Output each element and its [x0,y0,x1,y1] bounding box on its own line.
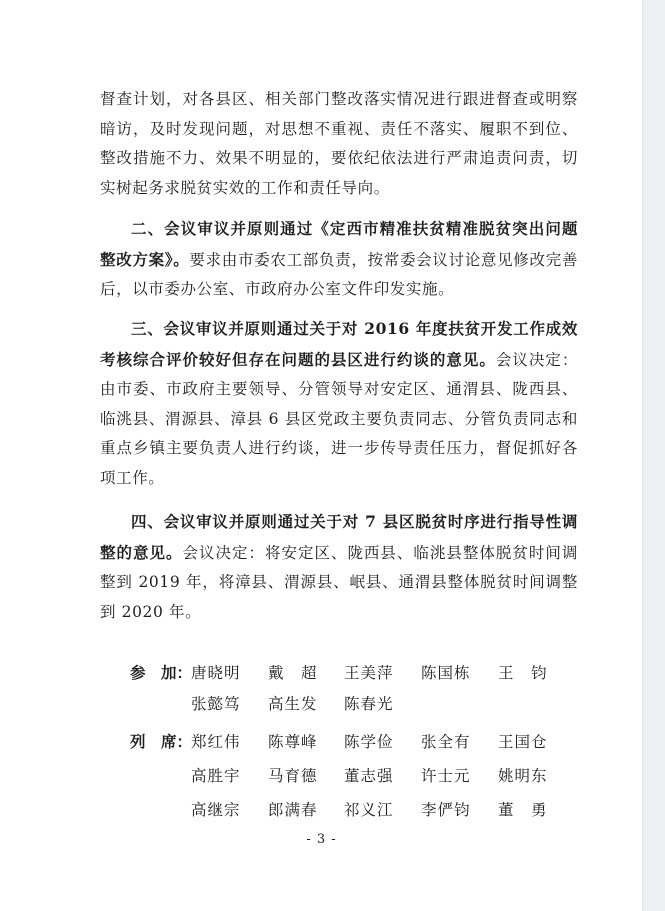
attendee-list [0,658,643,826]
attendee-name: 王 钧 [498,664,548,682]
attendee-name: 许士元 [421,767,471,785]
paragraph-4-text: 会议决定：将安定区、陇西县、临洮县整体脱贫时间调整到 2019 年，将漳县、渭源县、岷县、通渭县整体脱贫时间调整到 2020 年。 [100,543,578,621]
attendee-name: 张懿笃 [191,695,241,713]
observer-row [0,761,643,792]
attendee-name: 董志强 [344,767,394,785]
attendee-name: 李俨钧 [421,801,471,819]
paragraph-2 [100,214,578,305]
observer-row [0,795,643,826]
attendee-name: 陈尊峰 [268,733,318,751]
attendee-name: 张全有 [421,733,471,751]
paragraph-3 [100,314,578,493]
paragraph-4-heading: 四、会议审议并原则通过关于对 7 县区脱贫时序进行指导性调整的意见。 [100,512,578,562]
observer-row [0,727,643,758]
participate-row [0,689,643,720]
paragraph-1-text: 督查计划，对各县区、相关部门整改落实情况进行跟进督查或明察暗访，及时发现问题，对思想不重视、责任不落实、履职不到位、整改措施不力、效果不明显的，要依纪依法进行严肃追责问责，切实树起务求脱贫实效的工作和责任导向。 [100,90,578,197]
paragraph-3-text: 会议决定：由市委、市政府主要领导、分管领导对安定区、通渭县、陇西县、临洮县、渭源县、漳县 6 县区党政主要负责同志、分管负责同志和重点乡镇主要负责人进行约谈，进一步传导责任压力，督促抓好各项工作。 [100,350,578,487]
attendee-name: 高胜宇 [191,767,241,785]
page-number: - 3 - [306,832,337,847]
attendee-name: 王美萍 [344,664,394,682]
paragraph-1 [100,85,578,203]
attendee-name: 陈国栋 [421,664,471,682]
attendee-name: 唐晓明 [191,664,241,682]
participate-row [0,658,643,689]
attendee-name: 戴 超 [268,664,318,682]
attendee-name: 董 勇 [498,801,548,819]
attendee-name: 祁义江 [344,801,394,819]
attendee-name: 郑红伟 [191,733,241,751]
attendee-name: 高生发 [268,695,318,713]
paragraph-2-text: 要求由市委农工部负责，按常委会议讨论意见修改完善后，以市委办公室、市政府办公室文件印发实施。 [100,250,578,298]
paragraph-3-heading: 三、会议审议并原则通过关于对 2016 年度扶贫开发工作成效考核综合评价较好但存在问题的县区进行约谈的意见。 [100,319,578,369]
attendee-name: 郎满春 [268,801,318,819]
page-edge [642,0,665,911]
participate-label: 参 加： [130,663,193,682]
attendee-name: 陈春光 [344,695,394,713]
attendee-name: 马育德 [268,767,318,785]
attendee-name: 姚明东 [498,767,548,785]
observer-label: 列 席： [130,732,193,751]
attendee-name: 陈学俭 [344,733,394,751]
attendee-name: 王国仓 [498,733,548,751]
attendee-name: 高继宗 [191,801,241,819]
paragraph-4 [100,507,578,627]
paragraph-2-heading: 二、会议审议并原则通过《定西市精准扶贫精准脱贫突出问题整改方案》。 [100,219,578,269]
